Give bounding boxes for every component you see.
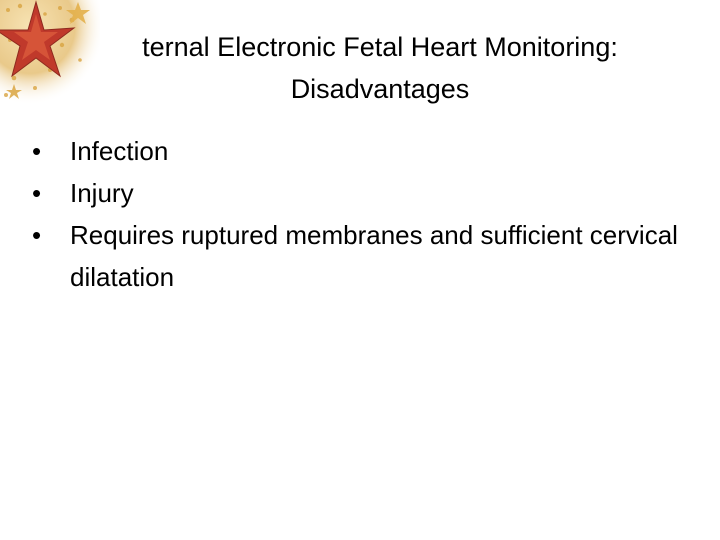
slide-title-line-1: ternal Electronic Fetal Heart Monitoring: (142, 32, 618, 62)
bullet-item-requirements (32, 214, 692, 298)
bullet-icon: • (32, 136, 42, 166)
slide-title-line-2: Disadvantages (290, 74, 470, 104)
bullet-item-infection (32, 130, 692, 172)
bullet-text: Infection (70, 136, 169, 166)
bullet-icon: • (32, 178, 42, 208)
bullet-item-injury (32, 172, 692, 214)
bullet-list (32, 130, 692, 298)
slide-title (60, 26, 700, 110)
bullet-text: Injury (70, 178, 134, 208)
bullet-icon: • (32, 220, 42, 250)
bullet-text: Requires ruptured membranes and sufficient cervical dilatation (70, 220, 678, 292)
